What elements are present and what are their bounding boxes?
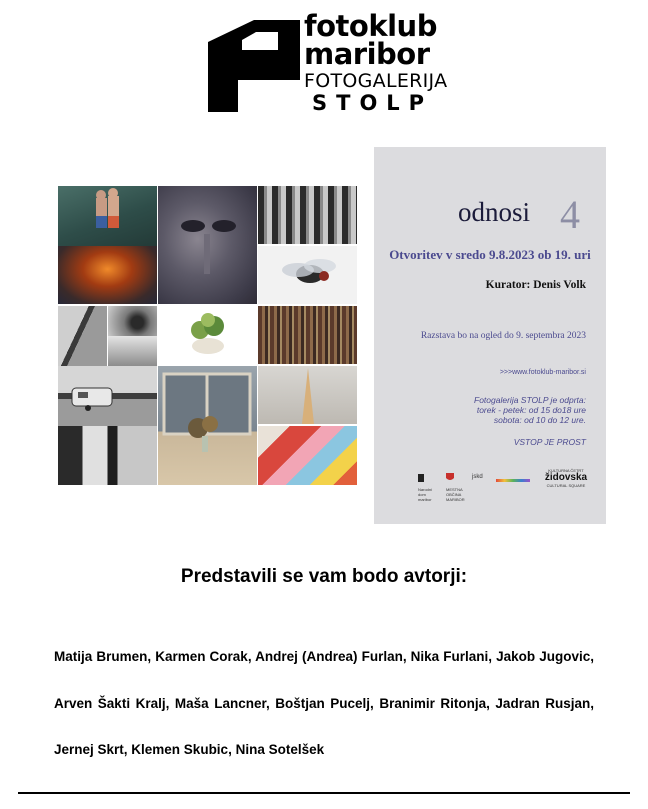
photo-painting [258,426,357,485]
photo-window-flowers [158,366,257,485]
photo-people-on-tent [58,186,157,246]
photo-fire [58,246,157,304]
sponsor-logos [418,468,590,502]
sponsor-mom: MESTNA OBČINA MARIBOR [446,469,468,502]
photo-bookshelf [258,306,357,364]
photo-window-bw [108,336,157,366]
curator-text: Kurator: Denis Volk [485,279,586,291]
logo-line-2: maribor [304,37,430,71]
hours-line: torek - petek: od 15 do18 ure [476,405,586,415]
exhibition-title: odnosi [458,197,531,227]
photo-stairs-bw [58,306,107,366]
free-entry: VSTOP JE PROST [513,437,586,447]
logo-wordmark [304,9,448,115]
logo-line-1: fotoklub [304,9,437,43]
sponsor-zidovska: KULTURNA ČETRT židovska CULTURAL SQUARE [544,468,588,488]
photo-ghost-face [158,186,257,304]
hours-line: Fotogalerija STOLP je odprta: [474,395,586,405]
coat-of-arms-icon [446,473,454,482]
photo-fly [258,246,357,304]
photo-caravan [58,366,157,426]
authors-heading: Predstavili se vam bodo avtorji: [180,566,468,587]
stolp-logo-icon [208,20,300,112]
logo-line-4: STOLP [312,91,434,115]
photo-stone [258,366,357,424]
hours-line: sobota: od 10 do 12 ure. [493,415,586,425]
photo-architecture [258,186,357,244]
authors-list: Matija Brumen, Karmen Corak, Andrej (Andrea) Furlan, Nika Furlani, Jakob Jugovic, Arven Šakti Kralj, Maša Lancner, Boštjan Pucelj, Branimir Ritonja, Jadran Rusjan, Jernej Skrt, Klemen Skubic, Nina Sotelšek [54,649,594,757]
photo-eye-bw [108,306,157,336]
sponsor-jskd: jskd [472,474,483,480]
website-link[interactable]: >>>www.fotoklub-maribor.si [499,369,586,376]
narodni-dom-icon [418,474,424,482]
exhibition-number: 4 [560,192,580,237]
rainbow-logo-icon [496,479,530,482]
sponsor-narodni-dom: Narodni dom maribor [418,469,440,502]
divider [18,792,630,794]
photo-collage [58,186,357,485]
photo-plant [158,306,257,364]
photo-houses-bw [58,426,157,485]
fotoklub-logo [208,9,448,115]
opening-text: Otvoritev v sredo 9.8.2023 ob 19. uri [389,247,591,262]
exhibition-info-panel [374,147,606,524]
exhibition-until: Razstava bo na ogled do 9. septembra 2023 [420,331,586,341]
opening-hours [474,395,586,425]
logo-line-3: FOTOGALERIJA [304,70,448,92]
